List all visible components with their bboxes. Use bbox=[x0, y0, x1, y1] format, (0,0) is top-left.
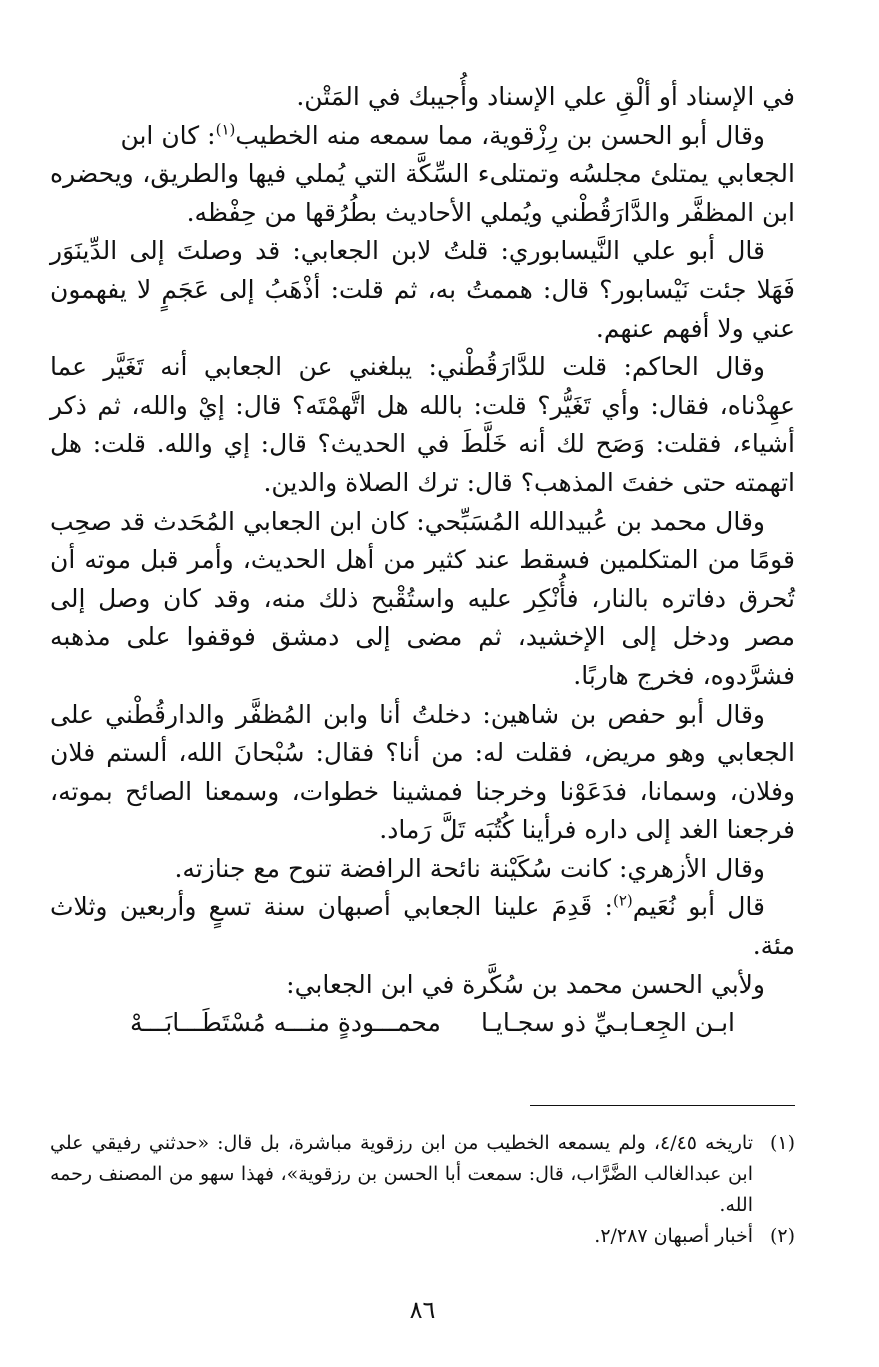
verse-hemistich-2: محمـــودةٍ منـــه مُسْتَطَـــابَـــهْ bbox=[129, 1008, 441, 1038]
paragraph-7: وقال أبو حفص بن شاهين: دخلتُ أنا وابن المُظفَّر والدارقُطْني على الجعابي وهو مريض، فقلت له: من أنا؟ فقال: سُبْحانَ الله، ألستم فلان وفلان، وسمانا، فدَعَوْنا وخرجنا فمشينا خطوات، وسمعنا الصائح بموته، فرجعنا الغد إلى داره فرأينا كُتُبَه تَلَّ رَماد. bbox=[50, 699, 795, 845]
footnote-1-text: تاريخه ٤/٤٥، ولم يسمعه الخطيب من ابن رزقوية مباشرة، بل قال: «حدثني رفيقي علي ابن عبدالغالب الضَّرَّاب، قال: سمعت أبا الحسن بن رزقوية»، فهذا سهو من المصنف رحمه الله. bbox=[50, 1132, 753, 1216]
paragraph-2-start: وقال أبو الحسن بن رِزْقوية، مما سمعه منه الخطيب bbox=[235, 120, 765, 150]
paragraph-1: في الإسناد أو ألْقِ علي الإسناد وأُجيبك في المَتْن. bbox=[296, 82, 795, 111]
footnote-2 bbox=[50, 1221, 795, 1252]
paragraph-10: ولأبي الحسن محمد بن سُكَّرة في ابن الجعابي: bbox=[286, 969, 765, 999]
paragraph-2 bbox=[50, 117, 795, 156]
paragraph-5: وقال الحاكم: قلت للدَّارَقُطْني: يبلغني عن الجعابي أنه تَغَيَّر عما عهِدْناه، فقال: وأي تَغَيُّر؟ قلت: بالله هل اتَّهمْتَه؟ قال: إيْ والله، ثم ذكر أشياء، فقلت: وَصَح لك أنه خَلَّطَ في الحديث؟ قال: إي والله. قلت: هل اتهمته حتى خفتَ المذهب؟ قال: ترك الصلاة والدين. bbox=[50, 352, 795, 497]
paragraph-9 bbox=[50, 888, 795, 965]
footnote-1 bbox=[50, 1128, 795, 1221]
book-page bbox=[50, 78, 795, 1338]
paragraph-4: قال أبو علي النَّيسابوري: قلتُ لابن الجعابي: قد وصلتَ إلى الدِّينَوَر فَهَلا جئت نَيْسابور؟ قال: هممتُ به، ثم قلت: أذْهَبُ إلى عَجَمٍ لا يفهمون عني ولا أفهم عنهم. bbox=[50, 236, 795, 343]
paragraph-8: وقال الأزهري: كانت سُكَيْنة نائحة الرافضة تنوح مع جنازته. bbox=[174, 853, 765, 883]
footnote-divider bbox=[530, 1105, 795, 1106]
verse-hemistich-1: ابـن الجِعـابـيِّ ذو سجـايـا bbox=[480, 1008, 735, 1038]
footnote-ref-2[interactable]: (٢) bbox=[612, 892, 633, 911]
footnote-1-number: (١) bbox=[769, 1132, 795, 1154]
paragraph-3: الجعابي يمتلئ مجلسُه وتمتلىء السِّكَّة التي يُملي فيها والطريق، ويحضره ابن المظفَّر والدَّارَقُطْني ويُملي الأحاديث بطُرُقها من حِفْظه. bbox=[50, 159, 795, 227]
paragraph-9-start: قال أبو نُعَيم bbox=[632, 892, 765, 922]
page-number: ٨٦ bbox=[409, 1296, 436, 1324]
paragraph-2-end: : كان ابن bbox=[120, 120, 216, 150]
footnote-2-number: (٢) bbox=[769, 1225, 795, 1247]
paragraph-6: وقال محمد بن عُبيدالله المُسَبِّحي: كان ابن الجعابي المُحَدث قد صحِب قومًا من المتكلمين فسقط عند كثير من أهل الحديث، وأمر قبل موته أن تُحرق دفاتره بالنار، فأُنْكِر عليه واستُقْبح ذلك منه، وقد كان وصل إلى مصر ودخل إلى الإخشيد، ثم مضى إلى دمشق فوقفوا على مذهبه فشرَّدوه، فخرج هاربًا. bbox=[50, 506, 795, 690]
footnotes bbox=[50, 1128, 795, 1252]
footnote-2-text: أخبار أصبهان ٢/٢٨٧. bbox=[594, 1225, 753, 1247]
paragraph-9-end: : قَدِمَ علينا الجعابي أصبهان سنة تسعٍ وأربعين وثلاث مئة. bbox=[50, 892, 795, 961]
footnote-ref-1[interactable]: (١) bbox=[215, 120, 236, 139]
main-text bbox=[50, 78, 795, 1043]
poem-verse bbox=[50, 1004, 795, 1043]
